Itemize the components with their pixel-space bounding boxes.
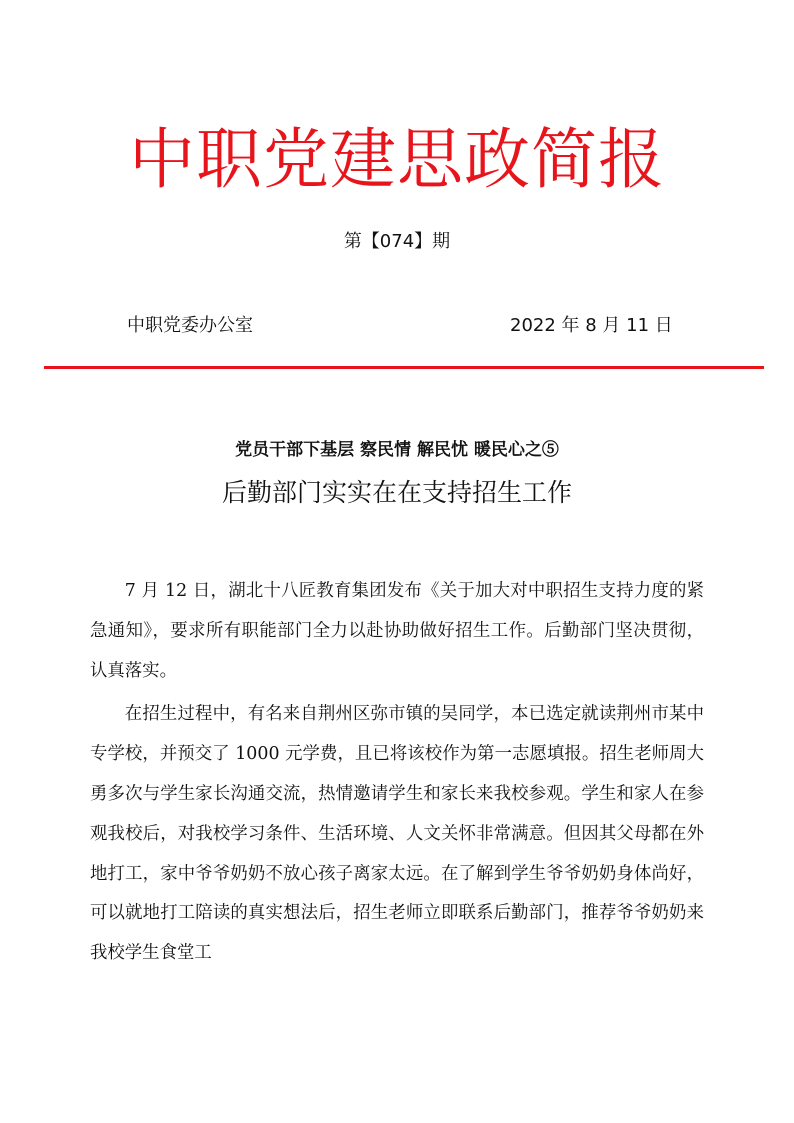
issue-date: 2022 年 8 月 11 日 — [510, 315, 673, 336]
article-paragraph: 在招生过程中，有名来自荆州区弥市镇的吴同学，本已选定就读荆州市某中专学校，并预交了 1000 元学费，且已将该校作为第一志愿填报。招生老师周大勇多次与学生家长沟通交流，热情邀请学生和家长来我校参观。学生和家人在参观我校后，对我校学习条件、生活环境、人文关怀非常满意。但因其父母都在外地打工，家中爷爷奶奶不放心孩子离家太远。在了解到学生爷爷奶奶身体尚好，可以就地打工陪读的真实想法后，招生老师立即联系后勤部门，推荐爷爷奶奶来我校学生食堂工 — [90, 704, 704, 964]
article-subtitle: 党员干部下基层 察民情 解民忧 暖民心之⑤ — [235, 440, 559, 460]
issuing-office: 中职党委办公室 — [127, 315, 253, 336]
issue-number: 第【074】期 — [343, 231, 451, 252]
article-title: 后勤部门实实在在支持招生工作 — [221, 478, 572, 507]
header-divider — [44, 366, 764, 369]
newsletter-masthead: 中职党建思政简报 — [129, 121, 665, 198]
article-paragraph: 7 月 12 日，湖北十八匠教育集团发布《关于加大对中职招生支持力度的紧急通知》，要求所有职能部门全力以赴协助做好招生工作。后勤部门坚决贯彻，认真落实。 — [90, 581, 704, 681]
article-body — [90, 572, 704, 978]
